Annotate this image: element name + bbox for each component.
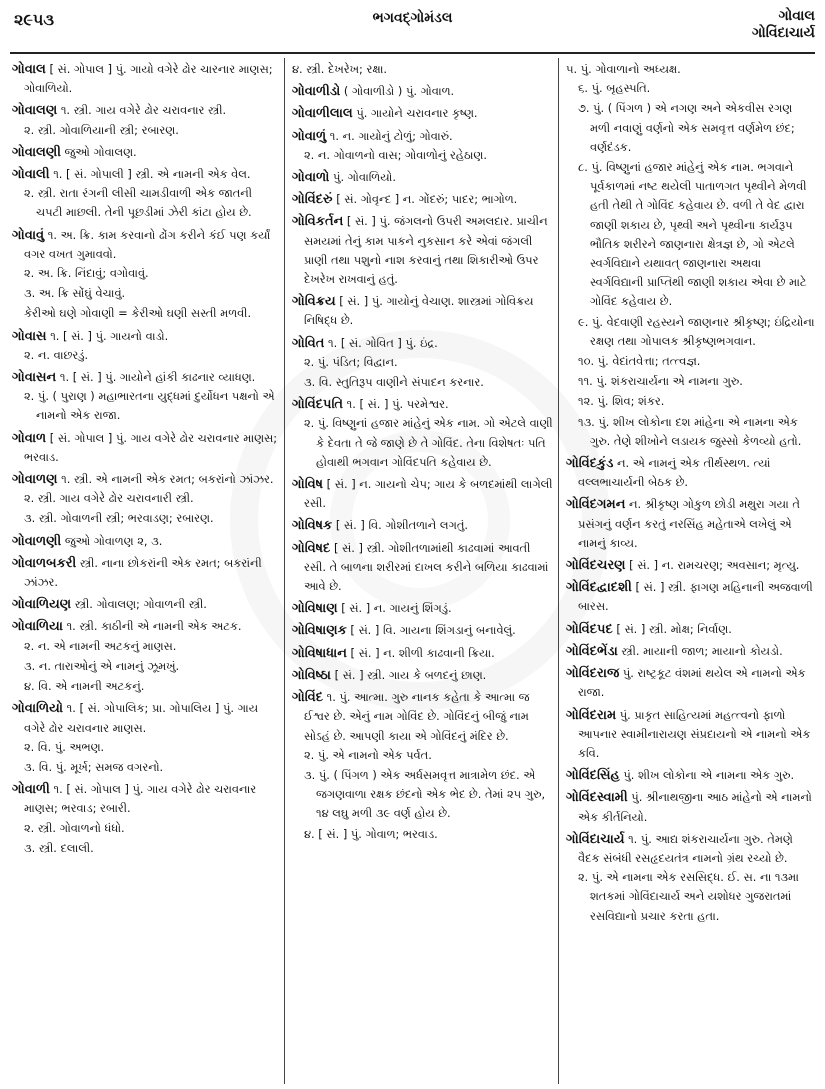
guide-word-last: ગોવિંદાચાર્ય	[752, 25, 815, 41]
entry-definition: ૪. સ્ત્રી. દેખરેખ; રક્ષા.	[292, 62, 388, 76]
dictionary-entry	[12, 532, 280, 551]
dictionary-entry	[566, 788, 816, 826]
entry-definition: ૧. ન. ગાયોનું ટોળું; ગોવારું.	[329, 128, 453, 143]
dictionary-entry	[292, 644, 554, 663]
dictionary-entry	[12, 617, 280, 696]
entry-sense: ૭. પું. ( પિંગળ ) એ નગણ અને એકવીસ રગણ મળી નવાણું વર્ણનો એક સમવૃત્ત વર્ણમેળ છંદ; વર્ણદંડક.	[578, 101, 795, 154]
dictionary-entry	[566, 556, 816, 575]
entry-definition: [ સં. ] ન. શીળી કાઢવાની ક્રિયા.	[350, 645, 495, 660]
dictionary-entry	[566, 60, 816, 451]
entry-headword: ગોવાળિયો	[12, 701, 63, 717]
entry-definition: સ્ત્રી. ગોવાલણ; ગોવાળની સ્ત્રી.	[74, 597, 207, 612]
book-title: ભગવદ્ગોમંડલ	[372, 10, 453, 26]
column-3	[566, 60, 816, 1082]
entry-headword: ગોવાળણી	[12, 533, 62, 549]
entry-sense: ૪. [ સં. ] પું. ગોવાળ; ભરવાડ.	[304, 826, 438, 841]
dictionary-entry	[12, 699, 280, 777]
entry-headword: ગોવિંદરું	[292, 192, 333, 208]
entry-sense: ૨. સ્ત્રી. રાતા રંગની લીસી ચામડીવાળી એક જાતની ચપટી માછલી. તેની પૂછડીમાં ઝેરી કાંટા હોય છે.	[24, 186, 252, 220]
entry-definition: [ સં. ] સ્ત્રી. ફાગણ મહિનાની અજવાળી બારસ.	[578, 580, 813, 614]
dictionary-entry	[292, 334, 554, 393]
entry-definition: સ્ત્રી. નાના છોકરાંની એક રમત; બકરાંની ઝાંઝર.	[24, 555, 262, 590]
dictionary-entry	[566, 454, 816, 492]
entry-definition: [ સં. ] પું. જંગલનો ઉપરી અમલદાર. પ્રાચીન સમયમાં તેનું કામ પાકને નુકસાન કરે એવાં જંગલી પ્રાણી તથા પશુનો નાશ કરવાનું તથા શિકારીઓ ઉપર દેખરેખ રાખવાનું હતું.	[304, 214, 548, 287]
entry-definition: [ સં. ગોપાલ ] પું. ગાય વગેરે ઢોર ચરાવનાર માણસ; ભરવાડ.	[24, 430, 278, 464]
entry-definition: [ સં. ગોપાલ ] પું. ગાયો વગેરે ઢોર ચારનાર માણસ; ગોવાળિયો.	[24, 62, 273, 96]
entry-headword: ગોવિષાણ	[292, 601, 338, 617]
entry-sense: ૧૨. પું. શિવ; શંકર.	[578, 394, 665, 409]
column-1	[12, 60, 280, 1082]
header-rule	[10, 52, 815, 54]
dictionary-entry	[292, 688, 554, 844]
entry-headword: ગોવિષ્ઠા	[292, 667, 331, 683]
entry-sense: ૩. વિ. સ્તુતિરૂપ વાણીને સંપાદન કરનાર.	[304, 375, 484, 390]
entry-headword: ગોવિકર્તન	[292, 214, 344, 230]
entry-headword: ગોવિંદરાજ	[566, 666, 620, 682]
entry-headword: ગોવિષાણક	[292, 623, 347, 639]
entry-headword: ગોવાળીડો	[292, 84, 341, 100]
guide-word-first: ગોવાલ	[778, 8, 815, 24]
entry-definition: ૧. [ સં. ગોવિત ] પું. ઇંદ્ર.	[328, 335, 438, 350]
dictionary-entry	[292, 104, 554, 123]
dictionary-entry	[12, 226, 280, 324]
entry-definition: ૧. [ સં. ગોપાલિક; પ્રા. ગોપાલિય ] પું. ગાય વગેરે ઢોર ચરાવનાર માણસ.	[24, 701, 259, 735]
entry-headword: ગોવિંદભેંડા	[566, 643, 618, 659]
entry-sense: ૩. સ્ત્રી. ગોવાળની સ્ત્રી; ભરવાડણ; રબારણ.	[24, 511, 214, 526]
entry-headword: ગોવાસન	[12, 370, 57, 386]
entry-headword: ગોવાળ	[12, 430, 47, 446]
dictionary-entry	[566, 642, 816, 661]
guide-words	[752, 8, 815, 42]
dictionary-entry	[292, 292, 554, 330]
entry-sense: ૨. અ. ક્રિ. નિંદાવું; વગોવાવું.	[24, 266, 149, 281]
dictionary-entry	[566, 830, 816, 926]
dictionary-entry	[12, 780, 280, 858]
entry-sense: ૨. વિ. પું. અભણ.	[24, 739, 105, 754]
entry-definition: [ સં. ] પું. ગાયોનું વેચાણ. શાસ્ત્રમાં ગોવિક્રય નિષિદ્ધ છે.	[304, 294, 534, 328]
dictionary-entry	[12, 101, 280, 139]
entry-definition: ૧. પું. આત્મા. ગુરુ નાનક કહેતા કે આત્મા જ ઈશ્વર છે. એનું નામ ગોવિંદ છે. ગોવિંદનું બીજું નામ સોઽહં છે. આપણી કાયા એ ગોવિંદનું મંદિર છે.	[304, 690, 530, 743]
entry-headword: ગોવિષદ	[292, 540, 331, 556]
dictionary-entry	[566, 495, 816, 553]
entry-sense: ૧૧. પું. શંકરાચાર્યના એ નામના ગુરુ.	[578, 374, 743, 389]
entry-definition: પું. શીખ લોકોના એ નામના એક ગુરુ.	[623, 768, 795, 783]
entry-definition: ૧. સ્ત્રી. ગાય વગેરે ઢોર ચરાવનાર સ્ત્રી.	[60, 103, 227, 118]
entry-headword: ગોવિક્રય	[292, 294, 336, 310]
entry-headword: ગોવાવું	[12, 227, 45, 243]
entry-headword: ગોવિંદચરણ	[566, 558, 626, 574]
entry-headword: ગોવિંદ	[292, 690, 324, 706]
dictionary-entry	[292, 168, 554, 187]
entry-sense: ૨. પું. ( પુરાણ ) મહાભારતના યુદ્ધમાં દુર્યોધન પક્ષનો એ નામનો એક રાજા.	[24, 389, 275, 423]
entry-sense: ૩. વિ. પું. મૂર્ખ; સમજ વગરનો.	[24, 759, 164, 774]
entry-headword: ગોવિષ	[292, 477, 324, 493]
dictionary-entry	[12, 60, 280, 98]
dictionary-entry	[12, 554, 280, 592]
dictionary-entry	[12, 470, 280, 529]
entry-definition: ૧. સ્ત્રી. કાઠીની એ નામની એક અટક.	[66, 619, 242, 634]
entry-definition: પું. રાષ્ટ્રકૂટ વંશમાં થયેલ એ નામનો એક રાજા.	[578, 666, 806, 700]
entry-definition: [ સં. ] સ્ત્રી. ગાય કે બળદનું છાણ.	[334, 667, 487, 682]
entry-definition: ૧. અ. ક્રિ. કામ કરવાનો ઢોંગ કરીને કંઈ પણ કર્યાં વગર વખત ગુમાવવો.	[24, 227, 271, 261]
entry-sense: ૬. પું. બૃહસ્પતિ.	[578, 81, 651, 96]
entry-headword: ગોવિષાધાન	[292, 645, 347, 661]
entry-headword: ગોવિંદપતિ	[292, 397, 344, 413]
entry-sense: ૪. વિ. એ નામની અટકનું.	[24, 679, 145, 694]
entry-definition: ૧. [ સં. ] પું. ગાયનો વાડો.	[50, 328, 169, 343]
entry-headword: ગોવાલ	[12, 62, 46, 77]
dictionary-entry	[566, 766, 816, 785]
entry-definition: [ સં. ] વિ. ગાયના શિંગડાનું બનાવેલું.	[350, 623, 516, 638]
entry-definition: [ સં. ] ન. રામચરણ; અવસાન; મૃત્યુ.	[629, 558, 800, 573]
entry-definition: ૧. [ સં. ગોપાલ ] પું. ગાય વગેરે ઢોર ચરાવનાર માણસ; ભરવાડ; રબારી.	[24, 782, 257, 816]
entry-definition: [ સં. ગોવૃન્દ ] ન. ગોંદરું; પાદર; ભાગોળ.	[336, 192, 518, 207]
entry-headword: ગોવિંદગમન	[566, 497, 626, 513]
entry-sense: ૨. ન. ગોવાળનો વાસ; ગોવાળોનું રહેઠાણ.	[304, 147, 487, 162]
dictionary-entry	[12, 429, 280, 467]
entry-definition: ૫. પું. ગોવાળાનો અધ્યક્ષ.	[566, 62, 681, 76]
entry-definition: ન. એ નામનું એક તીર્થસ્થળ. ત્યાં વલ્લભાચાર્યની બેઠક છે.	[578, 456, 771, 490]
dictionary-entry	[12, 327, 280, 365]
dictionary-entry	[292, 82, 554, 101]
entry-sense: ૩. ન. તારાઓનું એ નામનું ઝૂમખું.	[24, 658, 180, 673]
entry-headword: ગોવાળબકરી	[12, 555, 77, 571]
entry-sense: ૨. ન. વાછરડું.	[24, 347, 89, 362]
entry-headword: ગોવિંદસ્વામી	[566, 790, 628, 806]
entry-headword: ગોવિંદાચાર્ય	[566, 831, 625, 847]
dictionary-entry	[566, 664, 816, 702]
dictionary-entry	[292, 599, 554, 618]
entry-definition: ૧. [ સં. ગોપાલી ] સ્ત્રી. એ નામની એક વેલ.	[53, 167, 251, 182]
dictionary-entry	[566, 706, 816, 764]
page-header	[0, 0, 825, 64]
entry-definition: પું. ગોવાળિયો.	[333, 170, 396, 185]
column-2	[292, 60, 554, 1082]
entry-headword: ગોવિત	[292, 335, 325, 351]
entry-sense: ૩. અ. ક્રિ સોંઘું વેચાવું.	[24, 286, 126, 301]
entry-sense: ૨. ન. એ નામની અટકનું માણસ.	[24, 638, 177, 653]
entry-definition: ૧. સ્ત્રી. એ નામની એક રમત; બકરાંનો ઝાંઝર.	[61, 472, 274, 487]
dictionary-entry	[292, 212, 554, 289]
entry-definition: પું. શ્રીનાથજીના આઠ માંહેનો એ નામનો એક કીર્તનિયો.	[578, 790, 812, 824]
entry-headword: ગોવાલણ	[12, 103, 58, 119]
entry-definition: ( ગોવાળીડો ) પું. ગોવાળ.	[343, 84, 455, 99]
dictionary-entry	[292, 395, 554, 472]
entry-sense: ૩. સ્ત્રી. દલાલી.	[24, 840, 94, 855]
entry-definition: સ્ત્રી. માયાની જાળ; માયાનો કોયડો.	[621, 643, 783, 658]
dictionary-entry	[292, 127, 554, 165]
column-divider	[284, 58, 285, 1084]
entry-headword: ગોવાળી	[12, 782, 50, 798]
dictionary-entry	[292, 539, 554, 597]
entry-definition: [ સં. ] સ્ત્રી. મોક્ષ; નિર્વાણ.	[616, 621, 732, 636]
entry-definition: ન. શ્રીકૃષ્ણ ગોકુળ છોડી મથુરા ગયા તે પ્રસંગનું વર્ણન કરતું નરસિંહ મહેતાએ લખેલું એ નામનું કાવ્ય.	[578, 497, 800, 550]
entry-definition: ૧. [ સં. ] પું. પરમેશ્વર.	[346, 397, 449, 412]
entry-sense: ૨. પું. પંડિત; વિદ્વાન.	[304, 354, 398, 369]
entry-headword: ગોવાલી	[12, 167, 50, 183]
entry-headword: ગોવાળિયા	[12, 619, 63, 635]
dictionary-entry	[292, 666, 554, 685]
entry-headword: ગોવિંદપદ	[566, 621, 613, 637]
entry-headword: ગોવાળું	[292, 128, 327, 144]
entry-headword: ગોવાળિયણ	[12, 597, 72, 613]
entry-definition: જુઓ ગોવાલણ.	[64, 144, 137, 159]
entry-headword: ગોવિષક	[292, 518, 333, 534]
dictionary-entry	[12, 143, 280, 162]
dictionary-entry	[12, 165, 280, 223]
entry-definition: ૧. પું. આદ્ય શંકરાચાર્યના ગુરુ. તેમણે વૈદક સંબંધી રસહૃદયતંત્ર નામનો ગ્રંથ રચ્યો છે.	[578, 831, 793, 865]
entry-headword: ગોવાળીલાલ	[292, 106, 353, 122]
entry-definition: પું. ગાયોને ચરાવનાર કૃષ્ણ.	[356, 106, 478, 121]
entry-sense: ૨. સ્ત્રી. ગોવાળનો ધંધો.	[24, 820, 125, 835]
dictionary-entry	[292, 60, 554, 79]
dictionary-entry	[292, 190, 554, 209]
entry-headword: ગોવિંદસિંહ	[566, 768, 620, 784]
entry-definition: [ સં. ] ન. ગાયનો ચેપ; ગાય કે બળદમાંથી લાગેલી રસી.	[304, 477, 553, 511]
entry-sense: ૨. પું. એ નામના એક રસસિદ્ધ. ઈ. સ. ના ૧૩મા શતકમાં ગોવિંદાચાર્ય અને યશોધર ગુજરાતમાં રસવિદ્યાનો પ્રચાર કરતા હતા.	[578, 870, 799, 923]
entry-headword: ગોવાસ	[12, 328, 47, 344]
entry-definition: જુઓ ગોવાળણ ૨, ૩.	[64, 533, 163, 548]
entry-definition: ૧. [ સં. ] પું. ગાયોને હાંકી કાઢનાર વ્યાધણ.	[59, 370, 256, 385]
page-number: ૨૯૫૩	[14, 10, 55, 29]
dictionary-entry	[292, 475, 554, 513]
dictionary-entry	[12, 368, 280, 426]
entry-headword: ગોવિંદદ્વાદશી	[566, 580, 632, 596]
entry-sense: ૧૩. પું. શીખ લોકોના દશ માંહેના એ નામના એક ગુરુ. તેણે શીખોને લડાયક જુસ્સો કેળવ્યો હતો.	[578, 414, 802, 448]
entry-headword: ગોવાળો	[292, 170, 330, 186]
dictionary-entry	[566, 578, 816, 616]
dictionary-entry	[292, 516, 554, 535]
entry-headword: ગોવિંદકુંડ	[566, 456, 614, 472]
entry-definition: પું. પ્રાકૃત સાહિત્યમાં મહત્ત્વનો ફાળો આપનાર સ્વામીનારાયણ સંપ્રદાયનો એ નામનો એક કવિ.	[578, 707, 811, 760]
dictionary-entry	[566, 620, 816, 639]
entry-sense: ૨. સ્ત્રી. ગોવાળિયાની સ્ત્રી; રબારણ.	[24, 122, 179, 137]
entry-sense: ૨. પું. એ નામનો એક પર્વત.	[304, 747, 432, 762]
entry-sense: કેરીઓ ઘણે ગોવાણી = કેરીઓ ઘણી સસ્તી મળવી.	[24, 306, 252, 321]
entry-definition: [ સં. ] સ્ત્રી. ગોશીતળામાંથી કાઢવામાં આવતી રસી. તે બાળના શરીરમાં દાખલ કરીને બળિયા કાઢવામાં આવે છે.	[304, 540, 549, 594]
entry-sense: ૧૦. પું. વેદાંતવેત્તા; તત્ત્વજ્ઞ.	[578, 354, 701, 369]
entry-sense: ૨. સ્ત્રી. ગાય વગેરે ઢોર ચરાવનારી સ્ત્રી.	[24, 491, 194, 506]
entry-headword: ગોવાલણી	[12, 144, 61, 160]
dictionary-entry	[12, 595, 280, 614]
entry-sense: ૨. પું. વિષ્ણુનાં હજાર માંહેનું એક નામ. ગો એટલે વાણી કે દેવતા તે જે જાણે છે તે ગોવિંદ. તેના વિશેષતઃ પતિ હોવાથી ભગવાન ગોવિંદપતિ કહેવાય છે.	[304, 416, 553, 469]
entry-definition: [ સં. ] વિ. ગોશીતળાને લગતું.	[335, 518, 469, 533]
dictionary-entry	[292, 621, 554, 640]
entry-sense: ૩. પું. ( પિંગળ ) એક અર્ધસમવૃત્ત માત્રામેળ છંદ. એ જગણવાળા રક્ષક છંદનો એક ભેદ છે. તેમાં ૨૫ ગુરુ, ૧૪ લઘુ મળી ૩૯ વર્ણ હોય છે.	[304, 767, 546, 821]
column-divider	[558, 58, 559, 1084]
entry-definition: [ સં. ] ન. ગાયનું શિંગડું.	[341, 601, 452, 616]
entry-headword: ગોવાળણ	[12, 472, 58, 488]
entry-sense: ૯. પું. વેદવાણી રહસ્યને જાણનાર શ્રીકૃષ્ણ; ઇંદ્રિયોના રક્ષણ તથા ગોપાલક શ્રીકૃષ્ણભગવાન.	[578, 314, 815, 348]
entry-headword: ગોવિંદરામ	[566, 707, 617, 723]
entry-sense: ૮. પું. વિષ્ણુનાં હજાર માંહેનું એક નામ. ભગવાને પૂર્વકાળમાં નષ્ટ થયેલી પાતાળગત પૃથ્વીને મેળવી હતી તેથી તે ગોવિંદ કહેવાય છે. વળી તે વેદ દ્વારા જાણી શકાય છે, પૃથ્વી અને પૃથ્વીના કાર્યરૂપ ભૌતિક શરીરને જાણનારા ક્ષેત્રજ્ઞ છે, ગો એટલે સ્વર્ગવિદ્યાને યથાવત્ જાણનારા અથવા સ્વર્ગવિદ્યાની પ્રાપ્તિથી જાણી શકાય એવા છે માટે ગોવિંદ કહેવાય છે.	[578, 160, 807, 309]
